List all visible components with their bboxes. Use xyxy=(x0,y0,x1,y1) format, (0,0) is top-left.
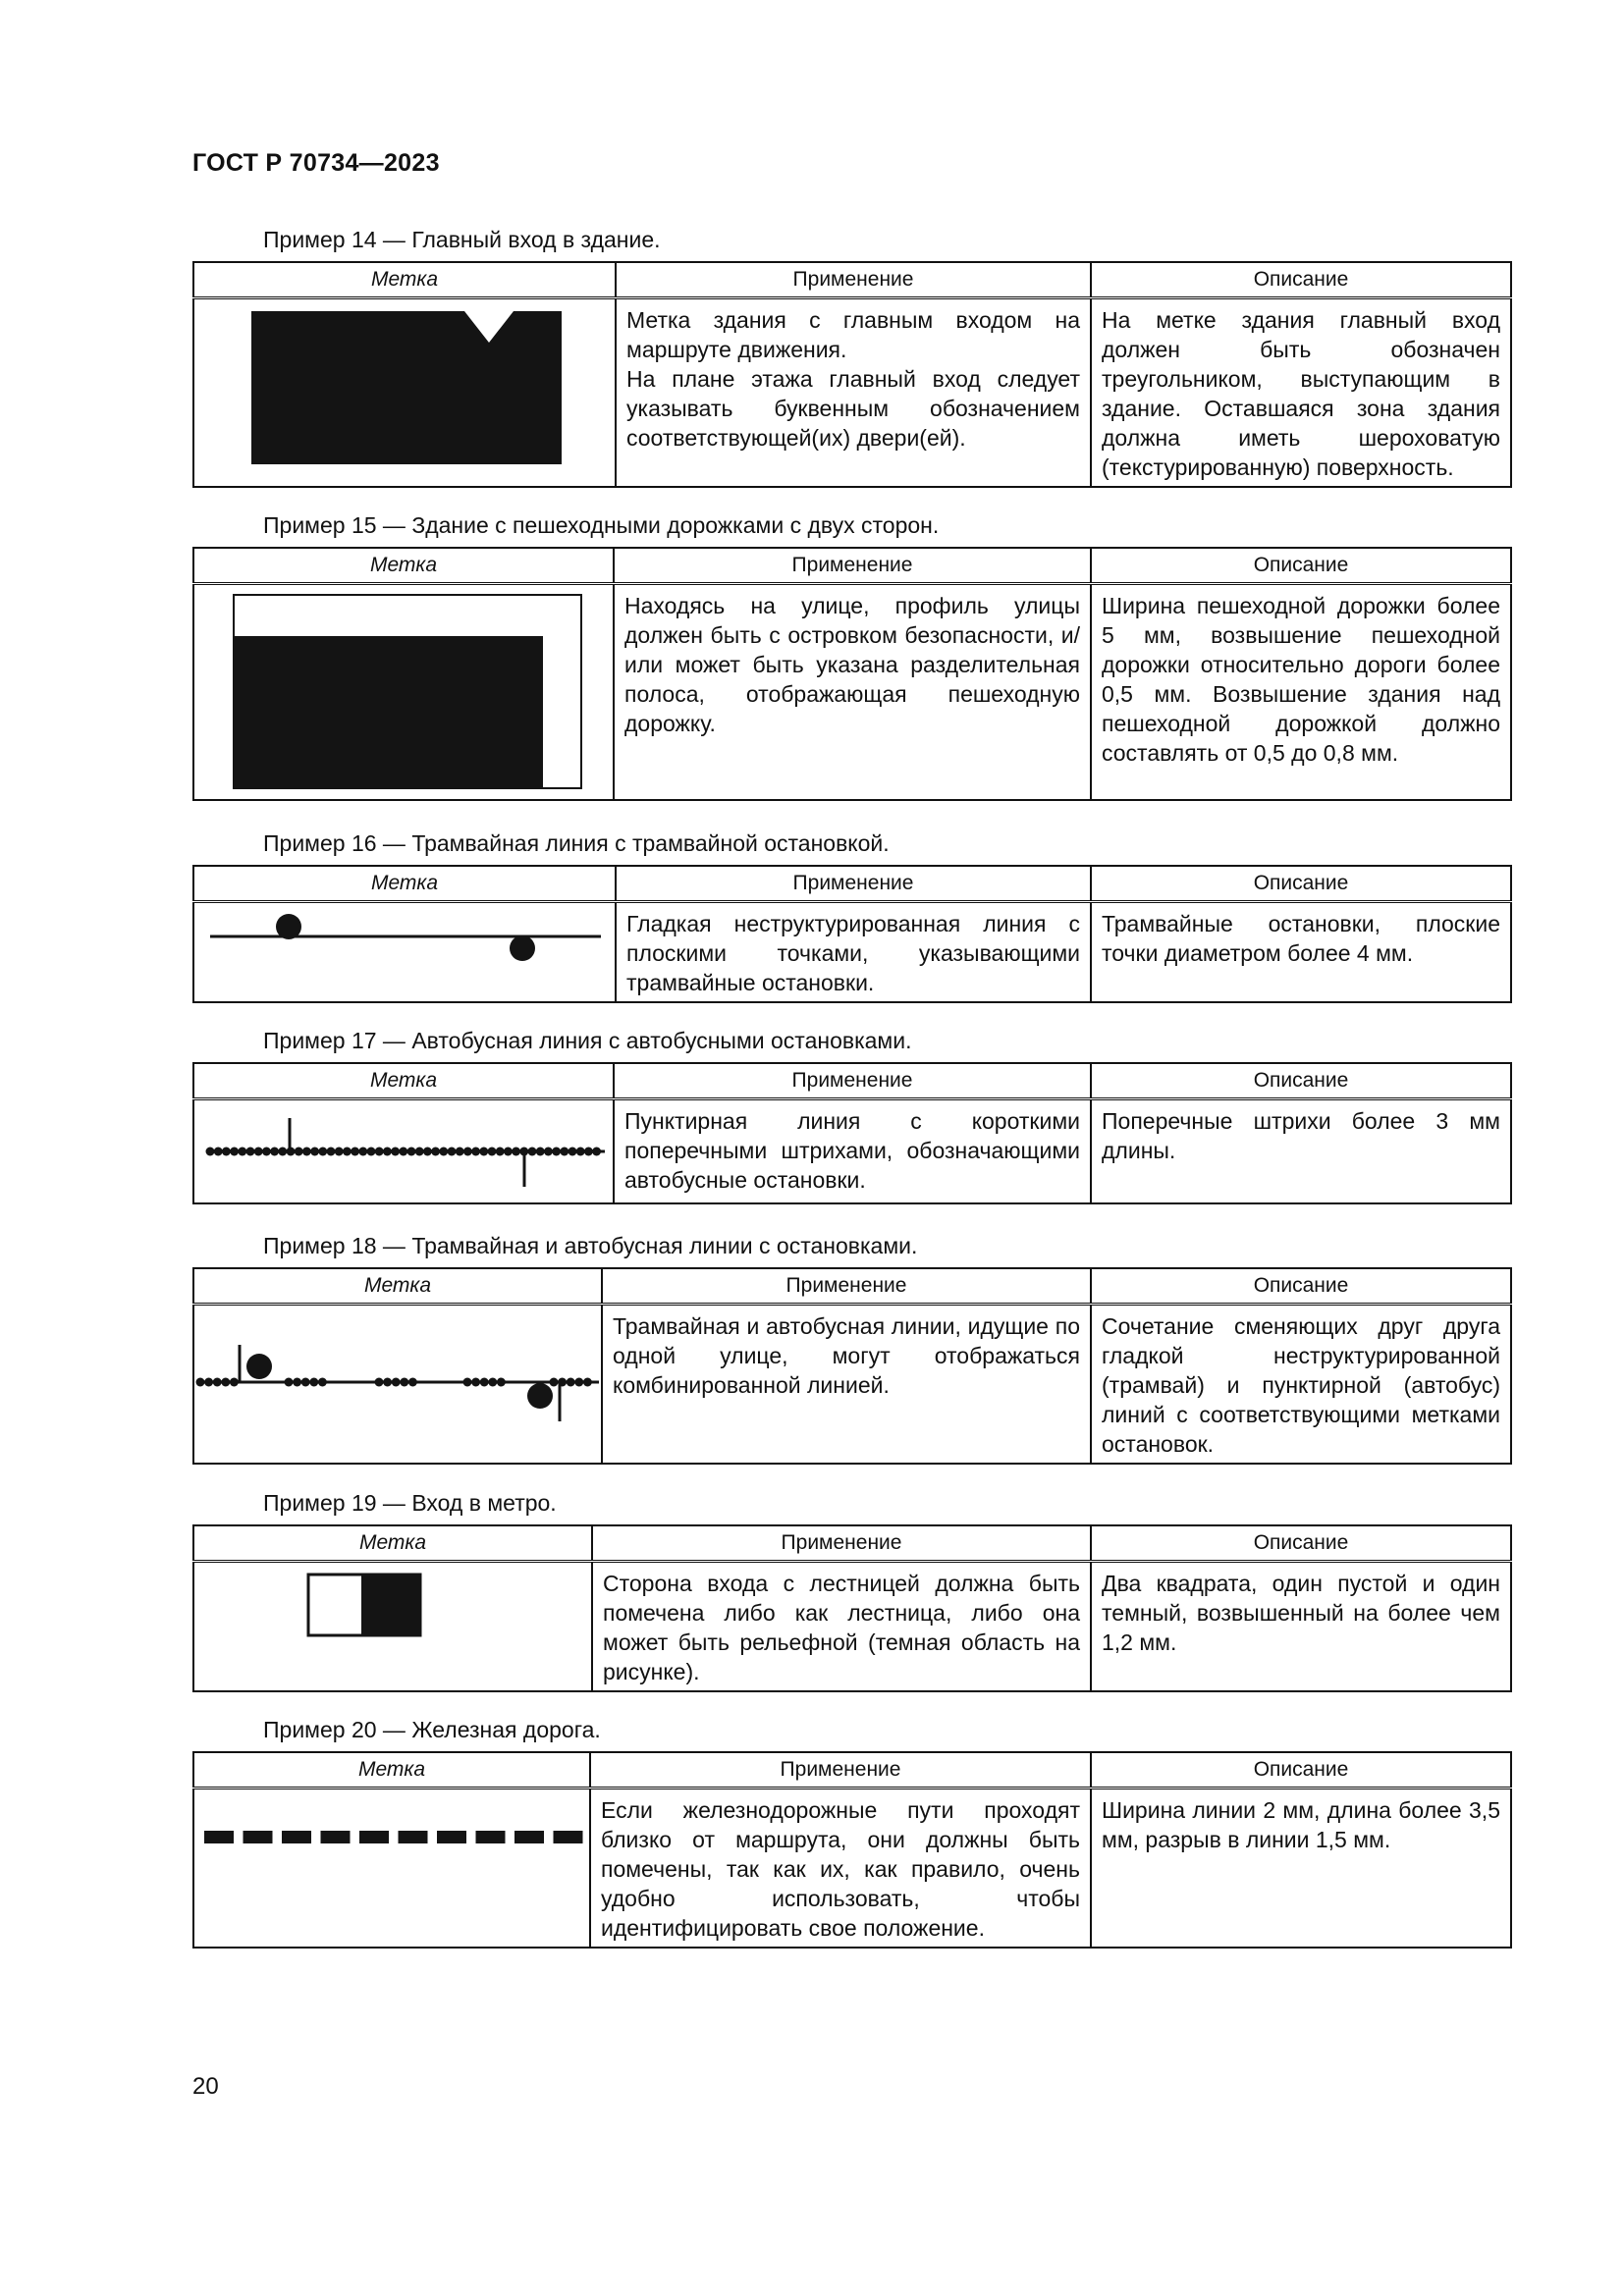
description-text: Поперечные штрихи более 3 мм длины. xyxy=(1102,1108,1500,1163)
bead-dot xyxy=(574,1378,583,1387)
bead-dot xyxy=(480,1378,489,1387)
mark-cell xyxy=(193,1305,602,1465)
example-18-table xyxy=(192,1267,1512,1465)
bead-dot xyxy=(528,1148,537,1156)
column-header-mark: Метка xyxy=(193,1063,614,1099)
bead-dot xyxy=(367,1148,376,1156)
bead-dot xyxy=(576,1148,585,1156)
application-text: Сторона входа с лестницей должна быть помечена либо как лестница, либо она может быть рельефной (темная область на рисунке). xyxy=(603,1571,1080,1684)
rail-dash xyxy=(359,1831,389,1843)
bead-dot xyxy=(383,1148,392,1156)
column-header-mark: Метка xyxy=(193,1752,590,1789)
bead-dot xyxy=(375,1378,384,1387)
column-header-mark: Метка xyxy=(193,262,616,298)
bead-dot xyxy=(504,1148,513,1156)
mark-cell xyxy=(193,584,614,800)
mark-cell xyxy=(193,1562,592,1692)
bead-dot xyxy=(558,1378,567,1387)
bead-dot xyxy=(343,1148,352,1156)
column-header-mark: Метка xyxy=(193,866,616,902)
application-text: Если железнодорожные пути проходят близко от маршрута, они должны быть помечены, так как их, как правило, очень удобно использовать, чтобы идентифицировать свое положение. xyxy=(601,1797,1080,1941)
rail-dash xyxy=(204,1831,234,1843)
bead-dot xyxy=(584,1148,593,1156)
application-text: Пунктирная линия с короткими поперечными штрихами, обозначающими автобусные остановки. xyxy=(624,1108,1080,1193)
column-header-mark: Метка xyxy=(193,1268,602,1305)
bead-dot xyxy=(552,1148,561,1156)
bead-dot xyxy=(536,1148,545,1156)
rail-dash xyxy=(554,1831,583,1843)
mark-cell xyxy=(193,902,616,1003)
mark-cell xyxy=(193,1789,590,1949)
column-header-application: Применение xyxy=(614,1063,1091,1099)
building-main-entrance-symbol xyxy=(194,299,615,482)
rail-dash xyxy=(321,1831,351,1843)
application-text: Гладкая неструктурированная линия с плоскими точками, указывающими трамвайные остановки. xyxy=(626,911,1080,995)
bead-dot xyxy=(254,1148,263,1156)
column-header-description: Описание xyxy=(1091,1752,1511,1789)
bead-dot xyxy=(295,1148,303,1156)
application-text: Метка здания с главным входом на маршруте движения. На плане этажа главный вход следует указывать буквенным обозначением соответствующей(их) двери(ей). xyxy=(626,307,1080,451)
bead-dot xyxy=(318,1378,327,1387)
bead-dot xyxy=(383,1378,392,1387)
bead-dot xyxy=(293,1378,301,1387)
metro-entrance-symbol xyxy=(194,1563,591,1686)
bead-dot xyxy=(488,1378,497,1387)
rail-dash xyxy=(437,1831,466,1843)
example-18-caption: Пример 18 — Трамвайная и автобусная линии с остановками. xyxy=(263,1233,918,1258)
document-header: ГОСТ Р 70734—2023 xyxy=(192,149,440,177)
bead-dot xyxy=(463,1378,472,1387)
rail-dash xyxy=(514,1831,544,1843)
column-header-description: Описание xyxy=(1091,866,1511,902)
example-20-caption: Пример 20 — Железная дорога. xyxy=(263,1717,601,1742)
example-16-caption: Пример 16 — Трамвайная линия с трамвайной остановкой. xyxy=(263,830,890,856)
bead-dot xyxy=(238,1148,246,1156)
example-19-caption: Пример 19 — Вход в метро. xyxy=(263,1490,557,1516)
bead-dot xyxy=(285,1378,294,1387)
bead-dot xyxy=(448,1148,457,1156)
bead-dot xyxy=(301,1378,310,1387)
bead-dot xyxy=(471,1148,480,1156)
bead-dot xyxy=(335,1148,344,1156)
column-header-application: Применение xyxy=(616,262,1091,298)
bead-dot xyxy=(560,1148,568,1156)
bead-dot xyxy=(287,1148,296,1156)
mark-cell xyxy=(193,298,616,488)
bead-dot xyxy=(309,1378,318,1387)
bead-dot xyxy=(415,1148,424,1156)
column-header-application: Применение xyxy=(590,1752,1091,1789)
bead-dot xyxy=(246,1148,255,1156)
bus-line-symbol xyxy=(194,1100,613,1201)
example-19-table xyxy=(192,1524,1512,1692)
bead-dot xyxy=(204,1378,213,1387)
bead-dot xyxy=(496,1148,505,1156)
bead-dot xyxy=(512,1148,520,1156)
bead-dot xyxy=(230,1378,239,1387)
column-header-application: Применение xyxy=(602,1268,1091,1305)
description-text: Два квадрата, один пустой и один темный, возвышенный на более чем 1,2 мм. xyxy=(1102,1571,1500,1655)
description-text: Трамвайные остановки, плоские точки диаметром более 4 мм. xyxy=(1102,911,1500,966)
bead-dot xyxy=(592,1148,601,1156)
bead-dot xyxy=(544,1148,553,1156)
bead-dot xyxy=(262,1148,271,1156)
tram-line-symbol xyxy=(194,903,615,999)
description-text: Ширина линии 2 мм, длина более 3,5 мм, разрыв в линии 1,5 мм. xyxy=(1102,1797,1500,1852)
bead-dot xyxy=(230,1148,239,1156)
bead-dot xyxy=(391,1148,400,1156)
bead-dot xyxy=(399,1148,407,1156)
bead-dot xyxy=(318,1148,327,1156)
bead-dot xyxy=(550,1378,559,1387)
bead-dot xyxy=(221,1378,230,1387)
rail-dash xyxy=(282,1831,311,1843)
example-17-table xyxy=(192,1062,1512,1204)
bead-dot xyxy=(471,1378,480,1387)
description-text: Сочетание сменяющих друг друга гладкой неструктурированной (трамвай) и пунктирной (автобус) линий с соответствующими метками остановок. xyxy=(1102,1313,1500,1457)
column-header-description: Описание xyxy=(1091,1525,1511,1562)
bead-dot xyxy=(488,1148,497,1156)
bead-dot xyxy=(375,1148,384,1156)
bead-dot xyxy=(407,1148,416,1156)
application-text: Трамвайная и автобусная линии, идущие по одной улице, могут отображаться комбинированной линией. xyxy=(613,1313,1080,1398)
bead-dot xyxy=(583,1378,592,1387)
column-header-mark: Метка xyxy=(193,1525,592,1562)
bead-dot xyxy=(206,1148,215,1156)
description-text: На метке здания главный вход должен быть обозначен треугольником, выступающим в здание. Оставшаяся зона здания должна иметь шероховатую (текстурированную) поверхность. xyxy=(1102,307,1500,480)
bead-dot xyxy=(358,1148,367,1156)
rail-dash xyxy=(399,1831,428,1843)
example-17-caption: Пример 17 — Автобусная линия с автобусными остановками. xyxy=(263,1028,912,1053)
column-header-application: Применение xyxy=(592,1525,1091,1562)
bead-dot xyxy=(431,1148,440,1156)
bead-dot xyxy=(408,1378,417,1387)
bead-dot xyxy=(400,1378,408,1387)
bead-dot xyxy=(463,1148,472,1156)
example-14-table xyxy=(192,261,1512,488)
bead-dot xyxy=(568,1148,577,1156)
bead-dot xyxy=(392,1378,401,1387)
column-header-description: Описание xyxy=(1091,262,1511,298)
column-header-application: Применение xyxy=(614,548,1091,584)
bead-dot xyxy=(351,1148,359,1156)
example-15-caption: Пример 15 — Здание с пешеходными дорожками с двух сторон. xyxy=(263,512,940,538)
column-header-mark: Метка xyxy=(193,548,614,584)
bead-dot xyxy=(270,1148,279,1156)
building-with-sidewalks-symbol xyxy=(194,585,613,797)
column-header-description: Описание xyxy=(1091,1268,1511,1305)
bead-dot xyxy=(214,1148,223,1156)
bead-dot xyxy=(479,1148,488,1156)
page-number: 20 xyxy=(192,2073,219,2100)
example-20-table xyxy=(192,1751,1512,1949)
bead-dot xyxy=(213,1378,222,1387)
column-header-description: Описание xyxy=(1091,1063,1511,1099)
bead-dot xyxy=(423,1148,432,1156)
bead-dot xyxy=(310,1148,319,1156)
bead-dot xyxy=(456,1148,464,1156)
bead-dot xyxy=(567,1378,575,1387)
bead-dot xyxy=(196,1378,205,1387)
example-14-caption: Пример 14 — Главный вход в здание. xyxy=(263,227,661,252)
bead-dot xyxy=(278,1148,287,1156)
bead-dot xyxy=(327,1148,336,1156)
rail-dash xyxy=(244,1831,273,1843)
application-text: Находясь на улице, профиль улицы должен быть с островком безопасности, и/или может быть указана разделительная полоса, отображающая пешеходную дорожку. xyxy=(624,593,1080,736)
bead-dot xyxy=(439,1148,448,1156)
column-header-description: Описание xyxy=(1091,548,1511,584)
rail-dash xyxy=(476,1831,506,1843)
example-15-table xyxy=(192,547,1512,801)
mark-cell xyxy=(193,1099,614,1203)
description-text: Ширина пешеходной дорожки более 5 мм, возвышение пешеходной дорожки относительно дороги более 0,5 мм. Возвышение здания над пешеходной дорожкой должно составлять от 0,5 до 0,8 мм. xyxy=(1102,593,1500,766)
bead-dot xyxy=(519,1148,528,1156)
railway-symbol xyxy=(194,1789,589,1941)
bead-dot xyxy=(497,1378,506,1387)
tram-bus-combined-line-symbol xyxy=(194,1306,601,1459)
bead-dot xyxy=(222,1148,231,1156)
example-16-table xyxy=(192,865,1512,1003)
bead-dot xyxy=(302,1148,311,1156)
column-header-application: Применение xyxy=(616,866,1091,902)
